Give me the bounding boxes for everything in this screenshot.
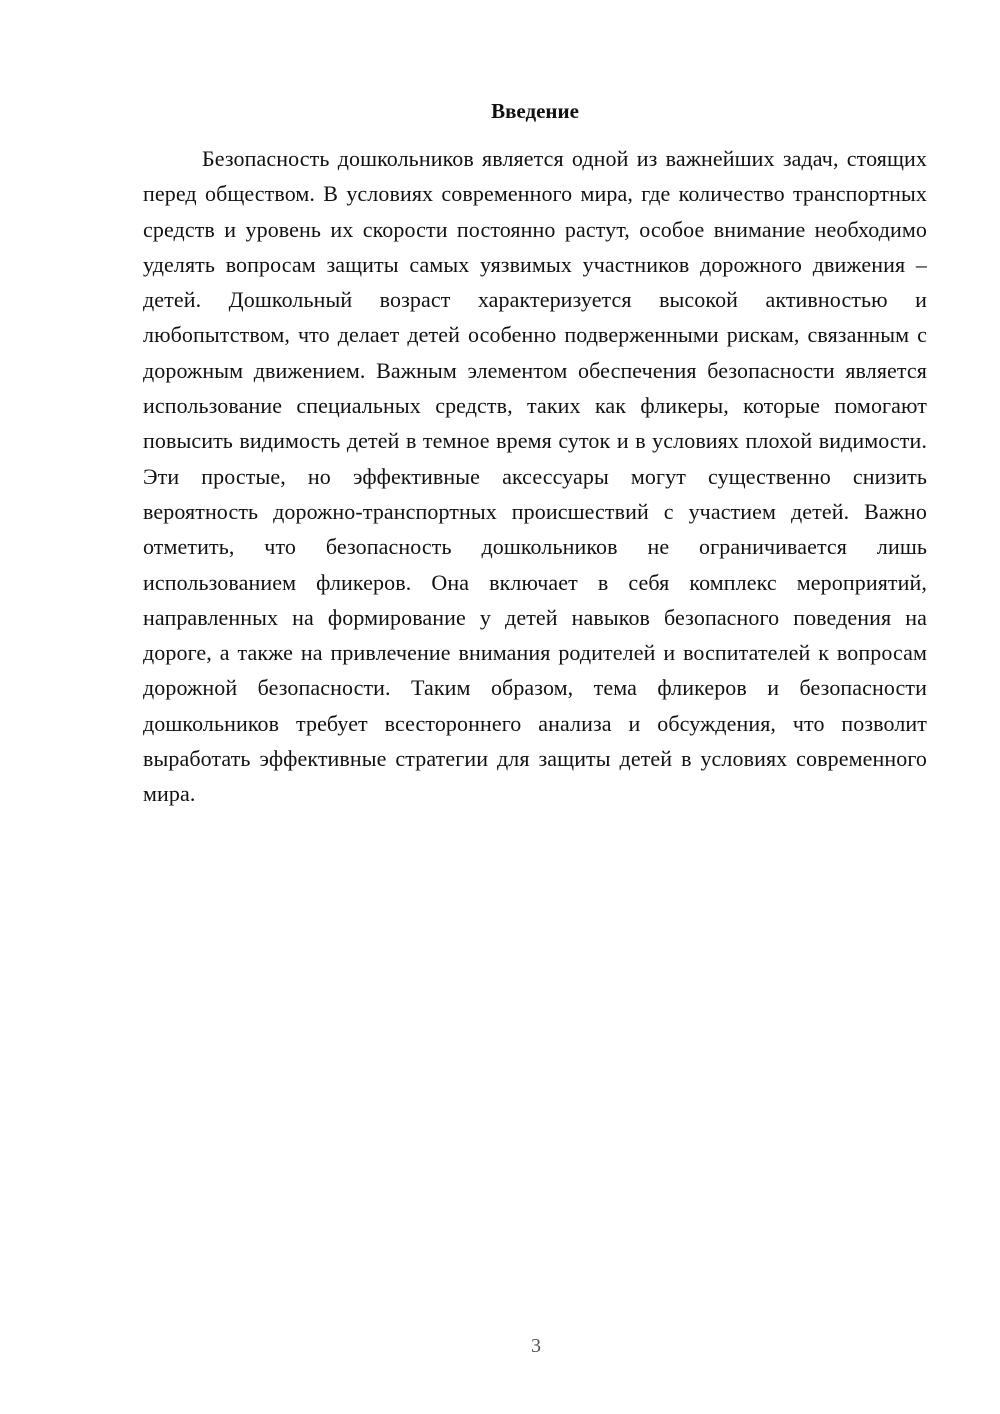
page-number: 3 (531, 1335, 541, 1357)
introduction-paragraph: Безопасность дошкольников является одной из важнейших задач, стоящих перед обществом. В условиях современного мира, где количество транспортных средств и уровень их скорости постоянно растут, особое внимание необходимо уделять вопросам защиты самых уязвимых участников дорожного движения – детей. Дошкольный возраст характеризуется высокой активностью и любопытством, что делает детей особенно подверженными рискам, связанным с дорожным движением. Важным элементом обеспечения безопасности является использование специальных средств, таких как фликеры, которые помогают повысить видимость детей в темное время суток и в условиях плохой видимости. Эти простые, но эффективные аксессуары могут существенно снизить вероятность дорожно-транспортных происшествий с участием детей. Важно отметить, что безопасность дошкольников не ограничивается лишь использованием фликеров. Она включает в себя комплекс мероприятий, направленных на формирование у детей навыков безопасного поведения на дороге, а также на привлечение внимания родителей и воспитателей к вопросам дорожной безопасности. Таким образом, тема фликеров и безопасности дошкольников требует всестороннего анализа и обсуждения, что позволит выработать эффективные стратегии для защиты детей в условиях современного мира. (143, 146, 927, 807)
page-title: Введение (491, 99, 579, 123)
